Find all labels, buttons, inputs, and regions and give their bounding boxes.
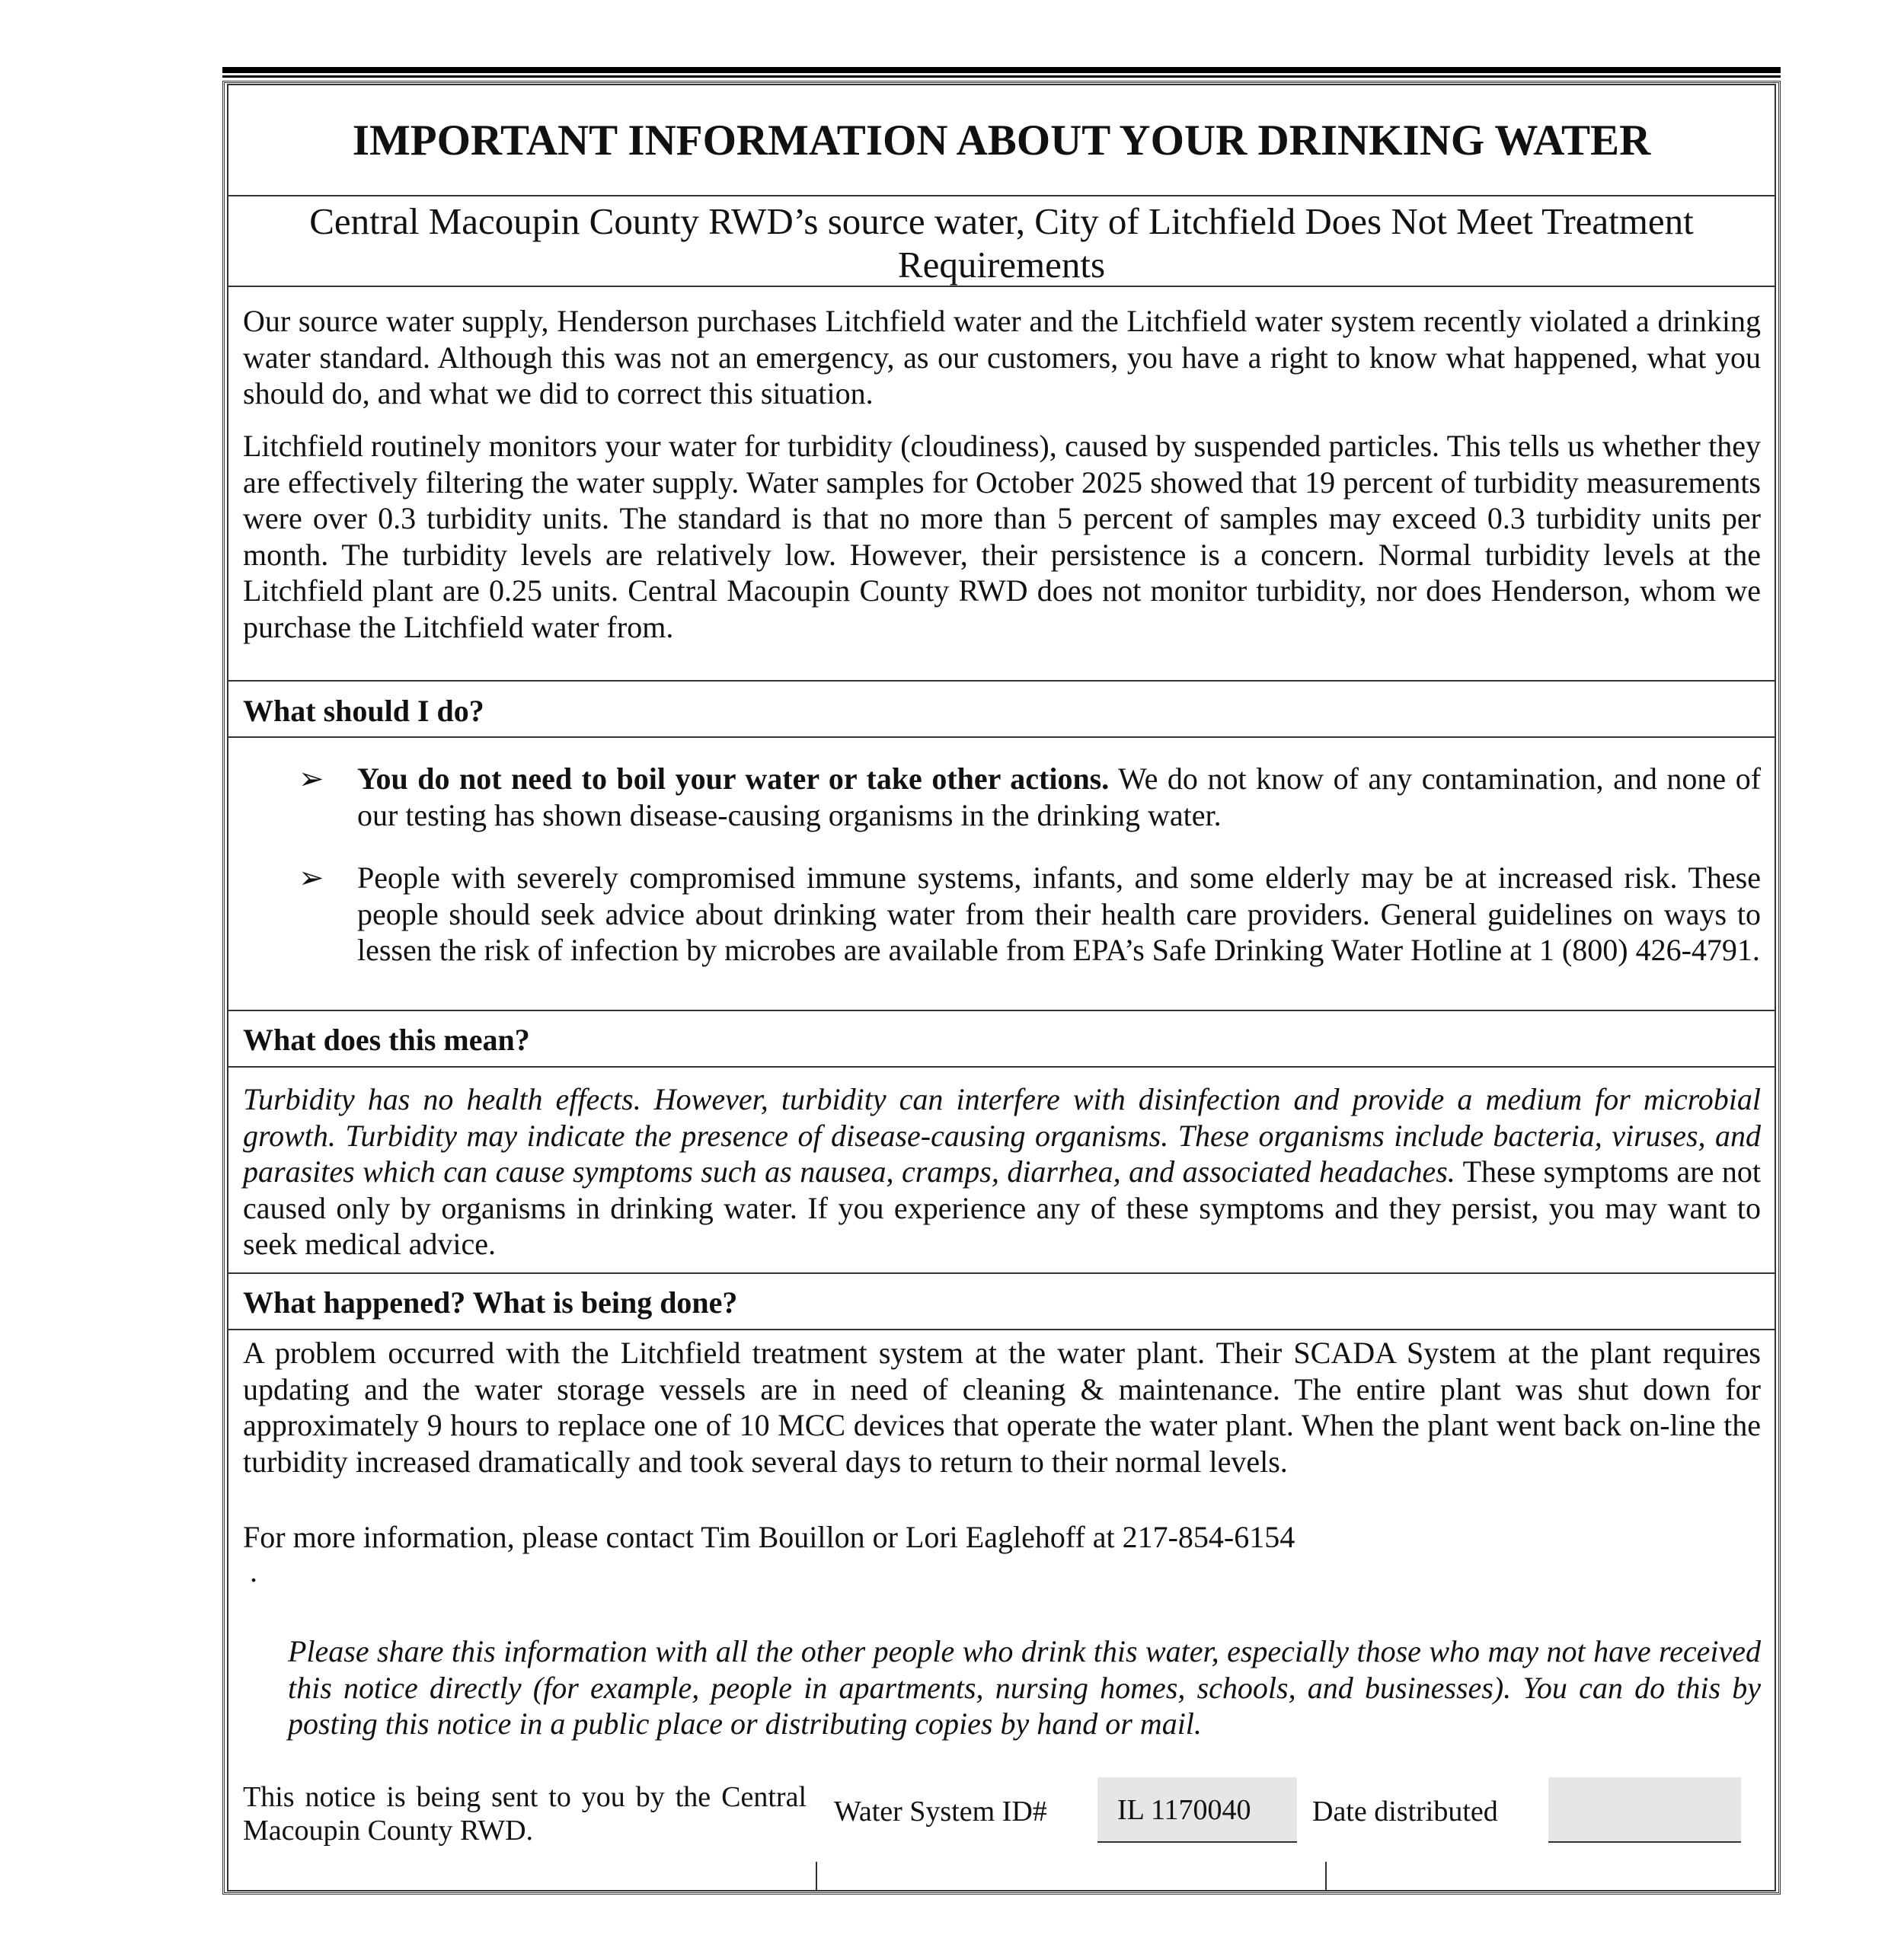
share-notice: Please share this information with all the other people who drink this water, especially those who may not have received this notice directly (for example, people in apartments, nursing homes, schools, and businesses). You can do this by posting this notice in a public place or distributing copies by hand or mail. [288,1634,1761,1741]
footer-divider [816,1862,817,1891]
bullet-2: People with severely compromised immune systems, infants, and some elderly may be at increased risk. These people should seek advice about drinking water from their health care providers. General guidelines on ways to lessen the risk of infection by microbes are available from EPA’s Safe Drinking Water Hotline at 1 (800) 426-4791. [357,860,1761,967]
bullet-1 [357,761,1761,833]
notice-title: IMPORTANT INFORMATION ABOUT YOUR DRINKING WATER [352,117,1651,164]
divider [227,1066,1776,1068]
divider [227,195,1776,196]
section-heading-what-to-do: What should I do? [243,694,484,728]
divider [227,1329,1776,1330]
bullet-arrow-icon: ➢ [299,761,324,796]
contact-line: For more information, please contact Tim Bouillon or Lori Eaglehoff at 217-854-6154 [243,1520,1295,1554]
notice-subtitle: Central Macoupin County RWD’s source water, City of Litchfield Does Not Meet Treatment Requirements [309,200,1694,286]
divider [227,736,1776,738]
system-id-label: Water System ID# [834,1796,1047,1828]
divider [227,680,1776,682]
date-distributed-label: Date distributed [1312,1796,1498,1828]
footer-divider [1325,1862,1327,1891]
meaning-italic-text: Turbidity has no health effects. However, turbidity can interfere with disinfection and provide a medium for microbial growth. Turbidity may indicate the presence of disease-causing organisms. These organisms include bacteria, viruses, and parasites which can cause symptoms such as nausea, cramps, diarrhea, and associated headaches. [243,1082,1761,1189]
divider [227,1010,1776,1011]
divider [227,1272,1776,1274]
stray-dot: . [250,1554,257,1588]
sent-by-text: This notice is being sent to you by the Central Macoupin County RWD. [243,1781,807,1847]
bullet-1-text: We do not know of any contamination, and none of our testing has shown disease-causing organisms in the drinking water. [357,761,1762,832]
intro-paragraph-2: Litchfield routinely monitors your water for turbidity (cloudiness), caused by suspended particles. This tells us whether they are effectively filtering the water supply. Water samples for October 2025 showed that 19 percent of turbidity measurements were over 0.3 turbidity units. The standard is that no more than 5 percent of samples may exceed 0.3 turbidity units per month. The turbidity levels are relatively low. However, their persistence is a concern. Normal turbidity levels at the Litchfield plant are 0.25 units. Central Macoupin County RWD does not monitor turbidity, nor does Henderson, whom we purchase the Litchfield water from. [243,429,1761,644]
meaning-paragraph [243,1081,1761,1263]
top-rule-thick [222,67,1781,73]
top-rule-thin [222,75,1781,78]
happened-paragraph: A problem occurred with the Litchfield treatment system at the water plant. Their SCADA System at the plant requires updating and the water storage vessels are in need of cleaning & maintenance. The entire plant was shut down for approximately 9 hours to replace one of 10 MCC devices that operate the water plant. When the plant went back on-line the turbidity increased dramatically and took several days to return to their normal levels. [243,1336,1761,1479]
divider [227,286,1776,287]
section-heading-meaning: What does this mean? [243,1023,530,1057]
meaning-normal-text: These symptoms are not caused only by organisms in drinking water. If you experience any of these symptoms and they persist, you may want to seek medical advice. [243,1154,1761,1261]
section-heading-happened: What happened? What is being done? [243,1285,738,1320]
bullet-1-bold: You do not need to boil your water or take other actions. [357,761,1110,796]
bullet-arrow-icon: ➢ [299,860,324,895]
system-id-value: IL 1170040 [1117,1794,1251,1826]
intro-paragraph-1: Our source water supply, Henderson purchases Litchfield water and the Litchfield water system recently violated a drinking water standard. Although this was not an emergency, as our customers, you have a right to know what happened, what you should do, and what we did to correct this situation. [243,304,1761,410]
date-distributed-field[interactable] [1548,1777,1741,1843]
